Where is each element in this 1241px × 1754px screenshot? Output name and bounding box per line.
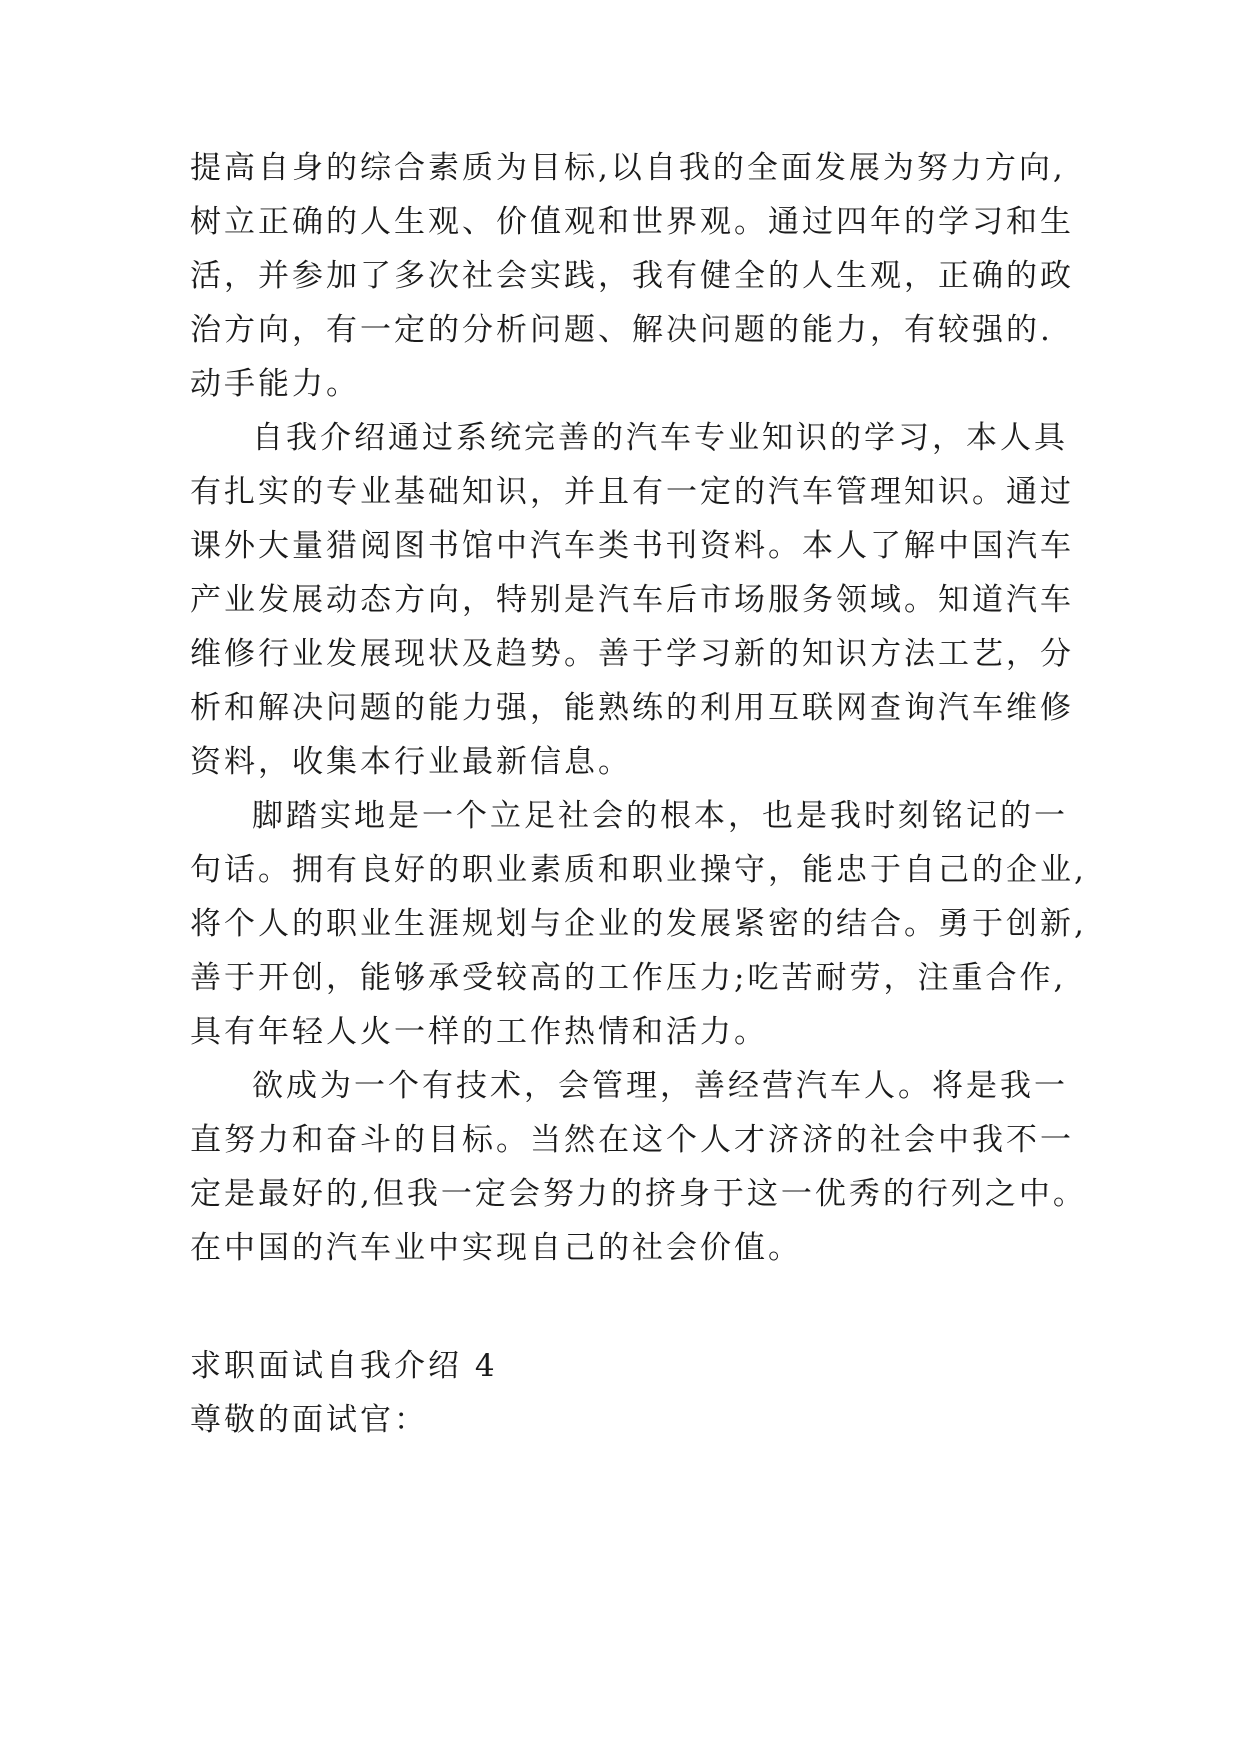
paragraph-line: 脚踏实地是一个立足社会的根本，也是我时刻铭记的一 xyxy=(252,798,1068,834)
paragraph-line: 资料，收集本行业最新信息。 xyxy=(190,744,632,780)
paragraph-line: 提高自身的综合素质为目标,以自我的全面发展为努力方向, xyxy=(190,150,1066,186)
paragraph-line: 课外大量猎阅图书馆中汽车类书刊资料。本人了解中国汽车 xyxy=(190,528,1074,564)
paragraph-line: 将个人的职业生涯规划与企业的发展紧密的结合。勇于创新, xyxy=(190,906,1087,942)
paragraph-line: 在中国的汽车业中实现自己的社会价值。 xyxy=(190,1230,802,1266)
paragraph-line: 自我介绍通过系统完善的汽车专业知识的学习，本人具 xyxy=(252,420,1068,456)
paragraph-line: 有扎实的专业基础知识，并且有一定的汽车管理知识。通过 xyxy=(190,474,1074,510)
section-heading: 求职面试自我介绍 4 xyxy=(190,1348,498,1384)
paragraph-line: 具有年轻人火一样的工作热情和活力。 xyxy=(190,1014,768,1050)
paragraph-line: 善于开创，能够承受较高的工作压力;吃苦耐劳，注重合作, xyxy=(190,960,1067,996)
paragraph-line: 治方向，有一定的分析问题、解决问题的能力，有较强的. xyxy=(190,312,1053,348)
paragraph-line: 句话。拥有良好的职业素质和职业操守，能忠于自己的企业, xyxy=(190,852,1087,888)
paragraph-line: 维修行业发展现状及趋势。善于学习新的知识方法工艺，分 xyxy=(190,636,1074,672)
paragraph-line: 动手能力。 xyxy=(190,366,360,402)
paragraph-line: 定是最好的,但我一定会努力的挤身于这一优秀的行列之中。 xyxy=(190,1176,1087,1212)
paragraph-line: 树立正确的人生观、价值观和世界观。通过四年的学习和生 xyxy=(190,204,1074,240)
paragraph-line: 直努力和奋斗的目标。当然在这个人才济济的社会中我不一 xyxy=(190,1122,1074,1158)
salutation: 尊敬的面试官： xyxy=(190,1402,428,1438)
paragraph-line: 活，并参加了多次社会实践，我有健全的人生观，正确的政 xyxy=(190,258,1074,294)
paragraph-line: 析和解决问题的能力强，能熟练的利用互联网查询汽车维修 xyxy=(190,690,1074,726)
paragraph-line: 产业发展动态方向，特别是汽车后市场服务领域。知道汽车 xyxy=(190,582,1074,618)
paragraph-line: 欲成为一个有技术，会管理，善经营汽车人。将是我一 xyxy=(252,1068,1068,1104)
